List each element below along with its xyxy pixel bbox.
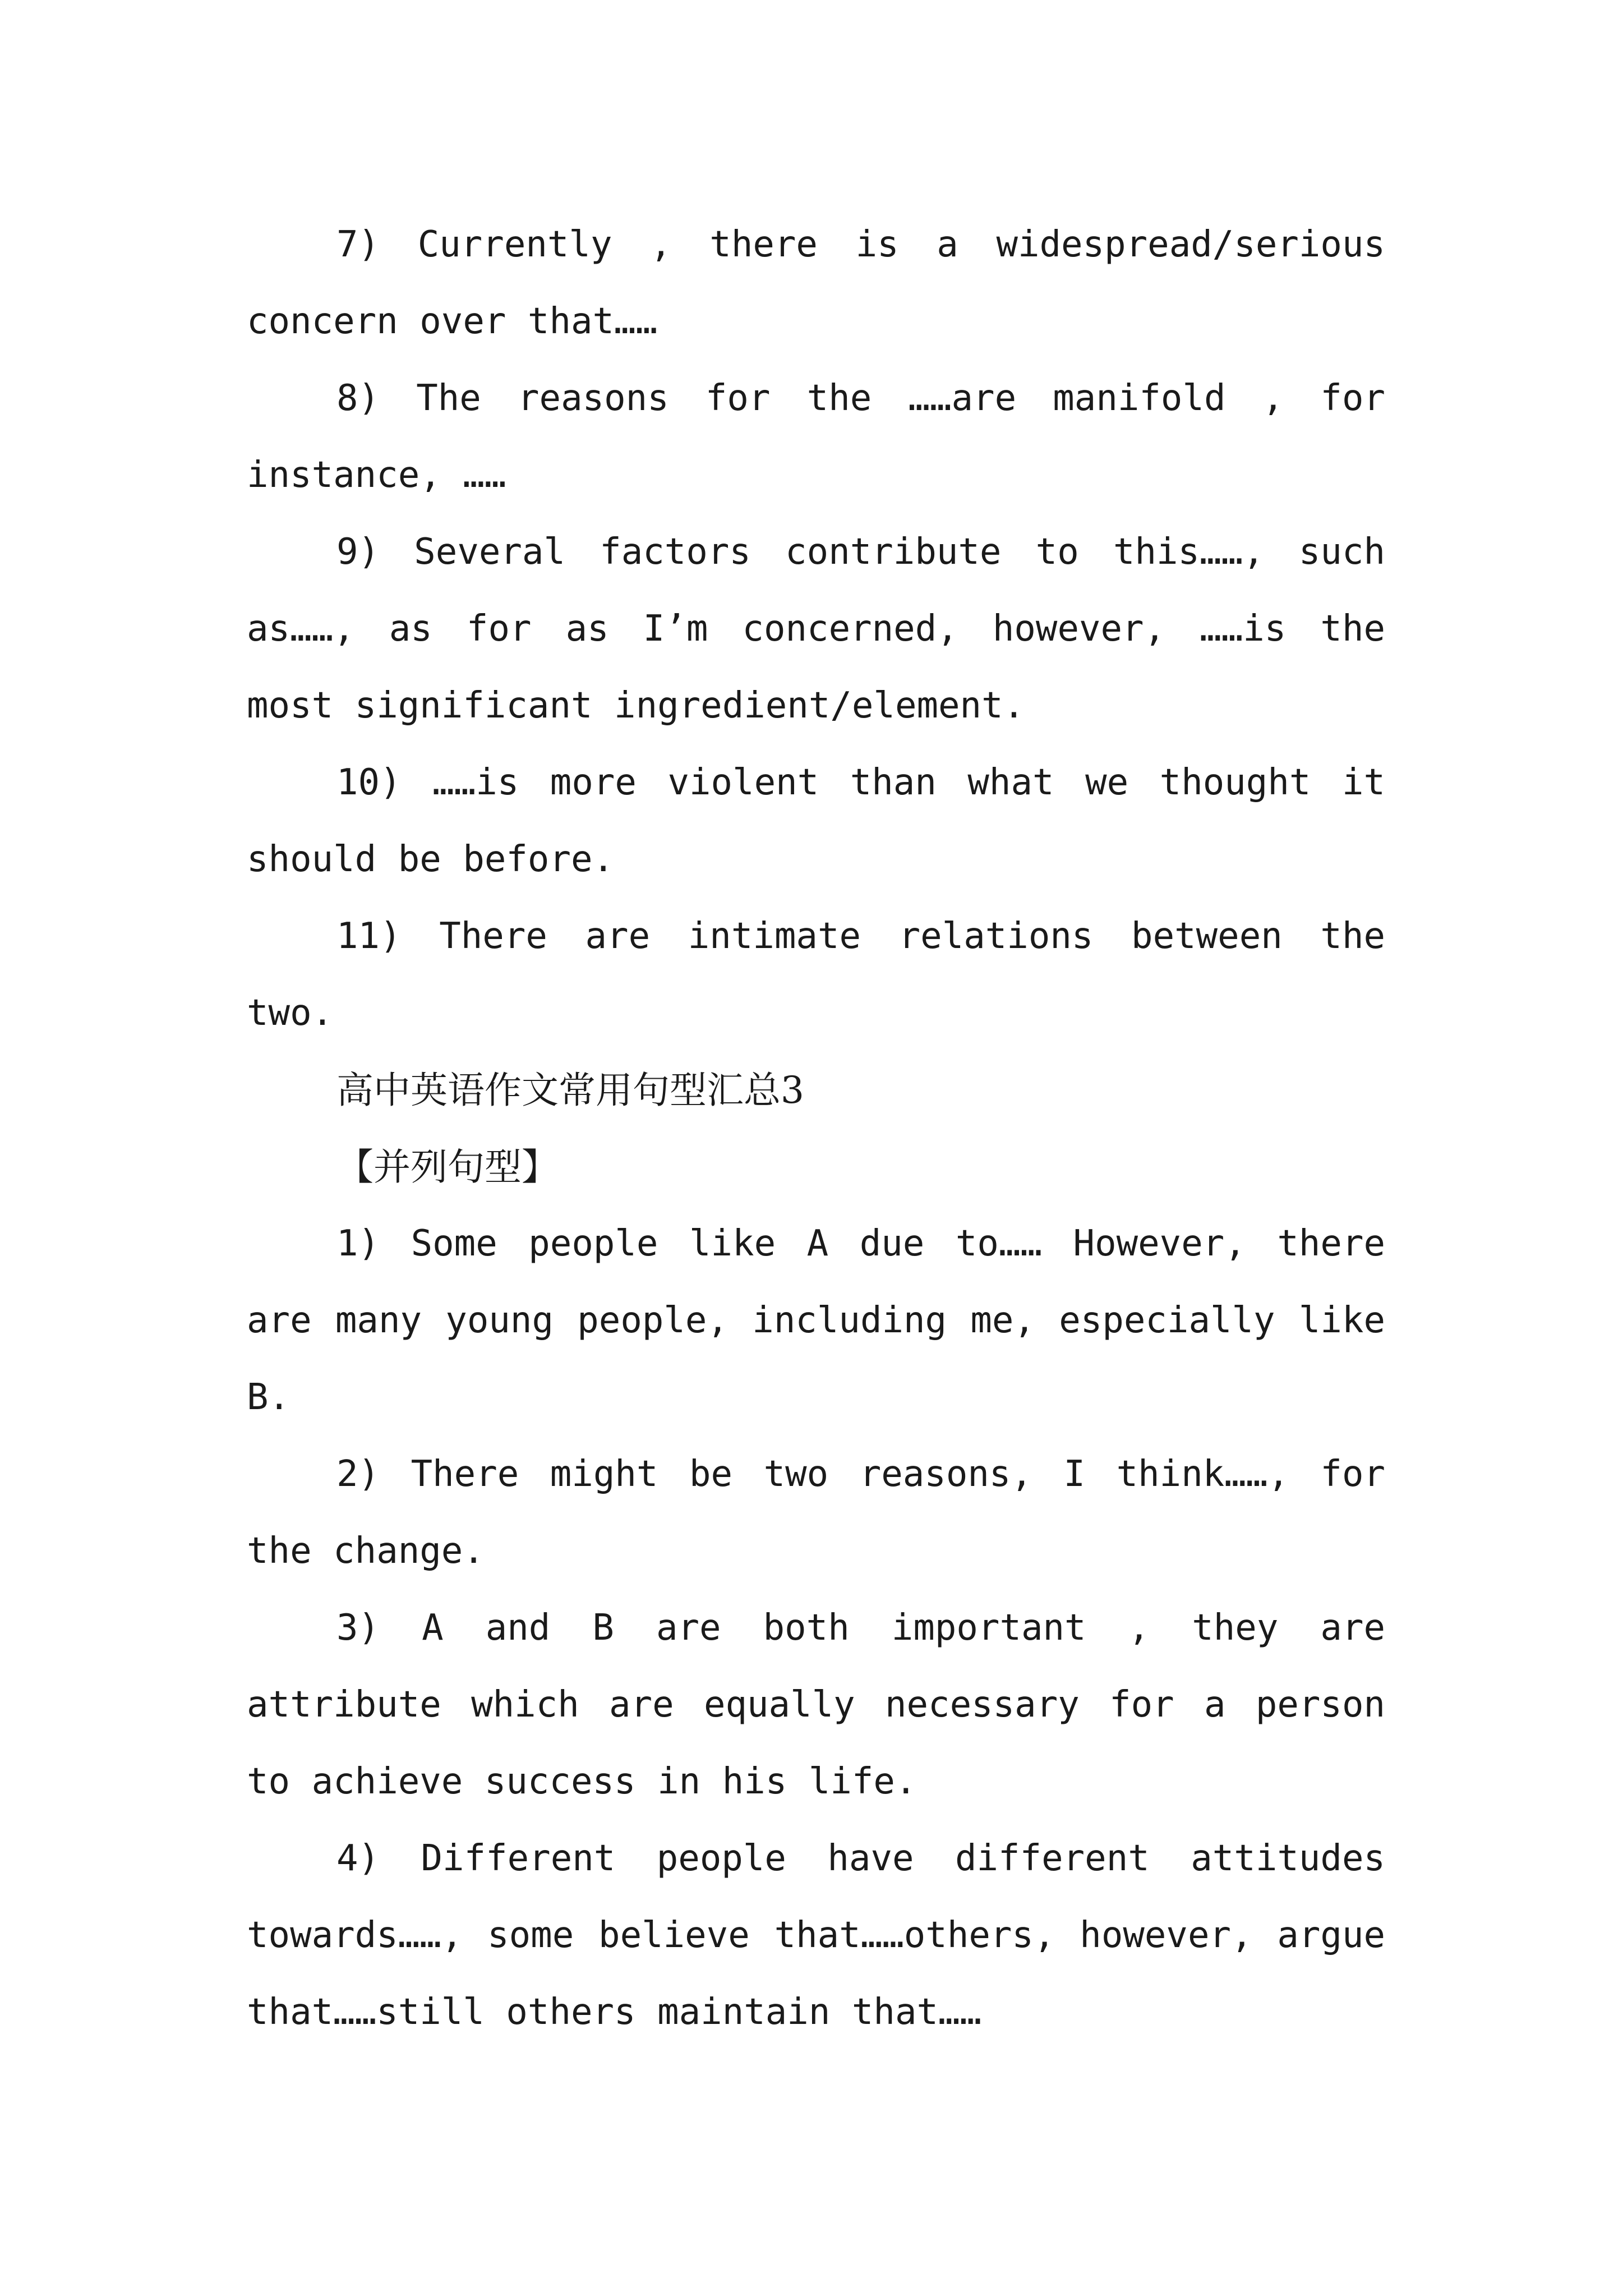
list-item: 1) Some people like A due to…… However, there are many young people, including me, especially like B. [247,1223,1385,1418]
list-item: 9) Several factors contribute to this……, such as……, as for as I’m concerned, however, ……is the most significant ingredient/element. [247,531,1385,726]
list-item: 7) Currently , there is a widespread/serious concern over that…… [247,224,1385,342]
list-item: 11) There are intimate relations between the two. [247,915,1385,1034]
list-item: 3) A and B are both important , they are attribute which are equally necessary for a person to achieve success in his life. [247,1607,1385,1802]
list-item: 4) Different people have different attitudes towards……, some believe that……others, however, argue that……still others maintain that…… [247,1838,1385,2033]
list-item: 2) There might be two reasons, I think……, for the change. [247,1453,1385,1572]
document-body [247,206,1385,2051]
section-title: 高中英语作文常用句型汇总3 [336,1069,804,1112]
list-item: 8) The reasons for the ……are manifold , for instance, …… [247,378,1385,496]
list-item: 10) ……is more violent than what we thought it should be before. [247,762,1385,880]
subsection-title: 【并列句型】 [336,1145,559,1189]
